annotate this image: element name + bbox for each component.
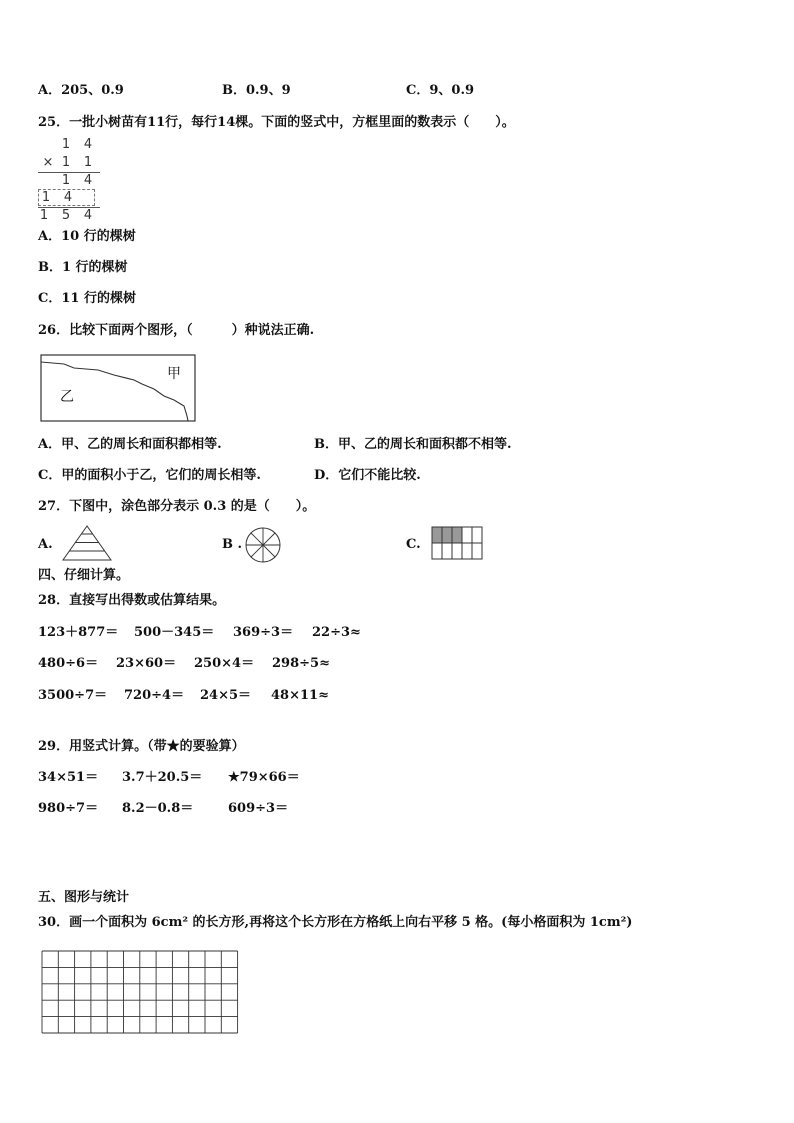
q29-stem: 29．用竖式计算。（带★的要验算） [38, 739, 245, 754]
q30-stem: 30．画一个面积为 6cm² 的长方形,再将这个长方形在方格纸上向右平移 5 格。(每小格面积为 1cm²) [38, 915, 633, 930]
q28-item: 720÷4＝ [124, 688, 185, 703]
digit: 5 [61, 208, 71, 223]
q27-stem: 27．下图中，涂色部分表示 0.3 的是（ ）。 [38, 499, 316, 514]
q28-item: 22÷3≈ [312, 625, 361, 640]
q28-item: 369÷3＝ [233, 625, 294, 640]
q28-item: 480÷6＝ [38, 656, 99, 671]
q26-option-c: C．甲的面积小于乙，它们的周长相等. [38, 468, 261, 483]
q29-item: 980÷7＝ [38, 801, 99, 816]
q27-option-a-label: A. [38, 537, 53, 552]
q25-option-a: A．10 行的棵树 [38, 229, 136, 244]
q24-option-c: C．9、0.9 [406, 83, 475, 98]
q27-option-b-label: B . [222, 537, 243, 552]
q26-option-a: A．甲、乙的周长和面积都相等. [38, 437, 222, 452]
digit: 1 [83, 155, 93, 170]
q29-item: 3.7＋20.5＝ [122, 770, 203, 785]
digit: 1 [61, 137, 71, 152]
digit: 4 [63, 190, 73, 205]
q25-option-b: B．1 行的棵树 [38, 260, 128, 275]
section-5-heading: 五、图形与统计 [38, 890, 130, 905]
digit: 4 [83, 137, 93, 152]
q26-option-d: D．它们不能比较. [314, 468, 421, 483]
q25-vertical-multiplication [38, 137, 108, 225]
q29-item: 609÷3＝ [228, 801, 289, 816]
times-sign: × [42, 155, 54, 170]
q28-item: 48×11≈ [271, 688, 329, 703]
q28-item: 23×60＝ [116, 656, 177, 671]
q24-option-b: B．0.9、9 [222, 83, 291, 98]
q25-stem: 25．一批小树苗有11行，每行14棵。下面的竖式中，方框里面的数表示（ ）。 [38, 115, 515, 130]
q26-stem: 26．比较下面两个图形，（ ）种说法正确. [38, 323, 315, 338]
circle-figure [245, 527, 281, 563]
q28-item: 3500÷7＝ [38, 688, 108, 703]
q28-item: 24×5＝ [200, 688, 252, 703]
square-grid-paper [41, 950, 241, 1034]
q24-option-a: A．205、0.9 [38, 83, 124, 98]
digit: 1 [61, 155, 71, 170]
q29-item: ★79×66＝ [228, 770, 300, 785]
q25-option-c: C．11 行的棵树 [38, 291, 136, 306]
label-yi: 乙 [60, 389, 74, 405]
q28-item: 250×4＝ [194, 656, 255, 671]
q28-item: 123＋877＝ [38, 625, 119, 640]
q29-item: 8.2－0.8＝ [122, 801, 194, 816]
triangle-figure [62, 525, 112, 561]
digit: 4 [83, 173, 93, 188]
label-jia: 甲 [167, 366, 181, 382]
digit: 1 [41, 190, 51, 205]
q26-shapes-figure [40, 354, 196, 422]
q29-item: 34×51＝ [38, 770, 99, 785]
digit: 4 [83, 208, 93, 223]
rectangle-grid-figure [431, 526, 483, 560]
q28-item: 500－345＝ [134, 625, 215, 640]
digit: 1 [61, 173, 71, 188]
q28-stem: 28．直接写出得数或估算结果。 [38, 593, 226, 608]
q26-option-b: B．甲、乙的周长和面积都不相等. [314, 437, 512, 452]
section-4-heading: 四、仔细计算。 [38, 568, 130, 583]
digit: 1 [39, 208, 49, 223]
q28-item: 298÷5≈ [272, 656, 330, 671]
q27-option-c-label: C. [406, 537, 421, 552]
